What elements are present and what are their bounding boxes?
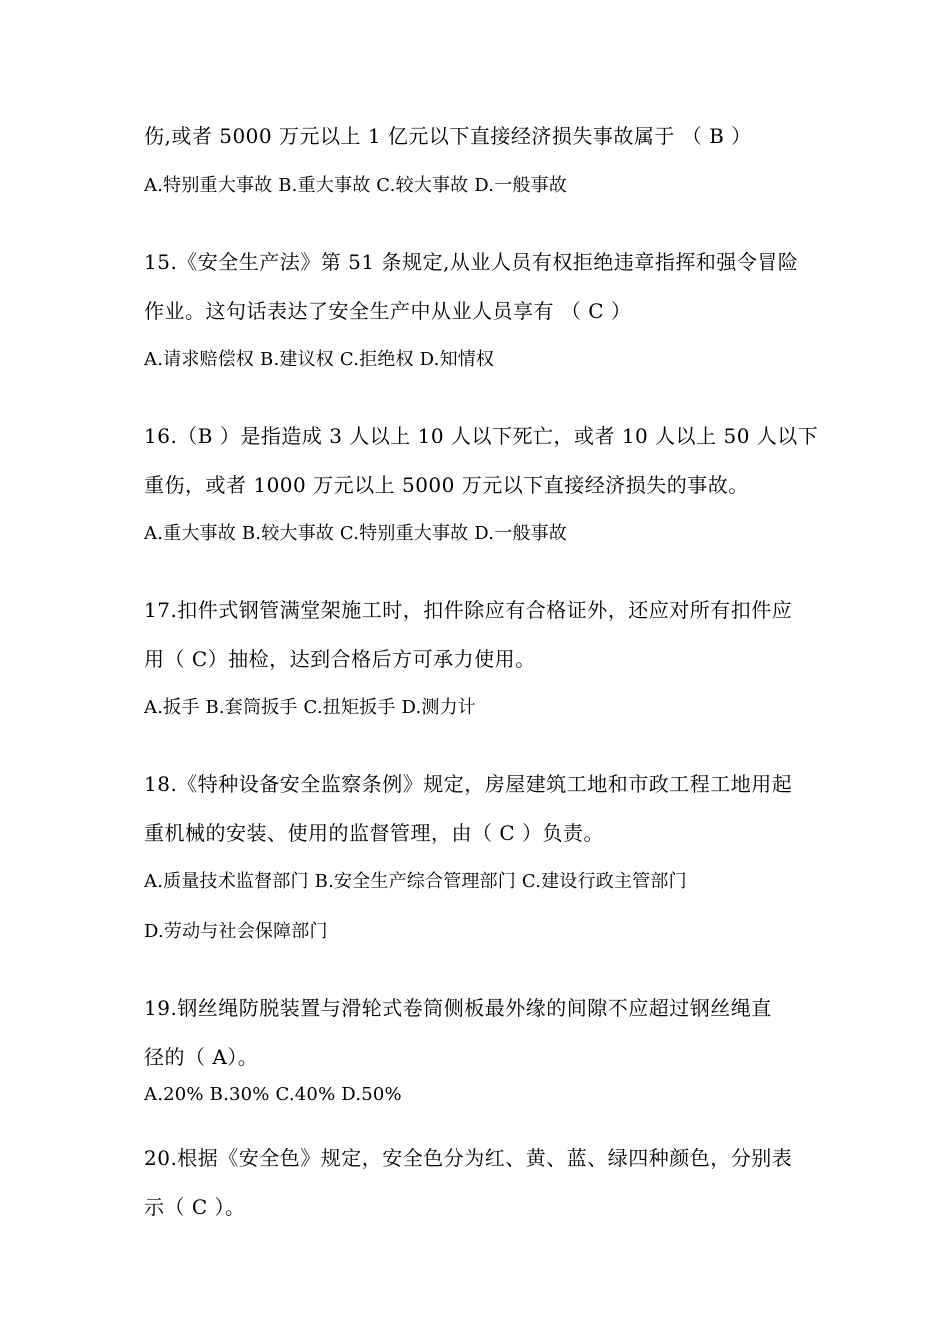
question-text: 作业。这句话表达了安全生产中从业人员享有 （ C ） xyxy=(144,299,632,323)
answer-options: A.质量技术监督部门 B.安全生产综合管理部门 C.建设行政主管部门 xyxy=(144,871,687,892)
answer-options: D.劳动与社会保障部门 xyxy=(144,921,328,942)
question-text: 20.根据《安全色》规定，安全色分为红、黄、蓝、绿四种颜色，分别表 xyxy=(144,1146,793,1170)
question-text: 19.钢丝绳防脱装置与滑轮式卷筒侧板最外缘的间隙不应超过钢丝绳直 xyxy=(144,996,772,1020)
question-text: 重机械的安装、使用的监督管理，由（ C ）负责。 xyxy=(144,821,605,845)
question-text: 示（ C ）。 xyxy=(144,1195,246,1219)
answer-options: A.重大事故 B.较大事故 C.特别重大事故 D.一般事故 xyxy=(144,523,567,544)
answer-options: A.扳手 B.套筒扳手 C.扭矩扳手 D.测力计 xyxy=(144,697,476,718)
answer-options: A.20% B.30% C.40% D.50% xyxy=(144,1084,402,1105)
question-text: 径的（ A）。 xyxy=(144,1045,259,1069)
question-text: 伤,或者 5000 万元以上 1 亿元以下直接经济损失事故属于 （ B ） xyxy=(144,124,752,148)
question-text: 17.扣件式钢管满堂架施工时，扣件除应有合格证外，还应对所有扣件应 xyxy=(144,598,793,622)
answer-options: A.特别重大事故 B.重大事故 C.较大事故 D.一般事故 xyxy=(144,175,567,196)
answer-options: A.请求赔偿权 B.建议权 C.拒绝权 D.知情权 xyxy=(144,349,495,370)
question-text: 用（ C）抽检，达到合格后方可承力使用。 xyxy=(144,647,536,671)
question-text: 15.《安全生产法》第 51 条规定,从业人员有权拒绝违章指挥和强令冒险 xyxy=(144,250,799,274)
question-text: 重伤，或者 1000 万元以上 5000 万元以下直接经济损失的事故。 xyxy=(144,473,749,497)
question-text: 18.《特种设备安全监察条例》规定，房屋建筑工地和市政工程工地用起 xyxy=(144,772,793,796)
question-text: 16.（B ）是指造成 3 人以上 10 人以下死亡，或者 10 人以上 50 人以下 xyxy=(144,424,819,448)
